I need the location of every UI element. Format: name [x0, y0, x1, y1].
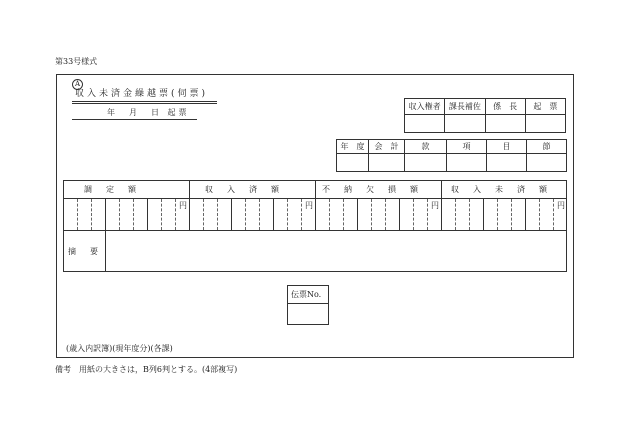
form-title: 収入未済金繰越票(伺票): [75, 89, 209, 99]
summary-input[interactable]: [106, 231, 566, 271]
classification-cell[interactable]: [405, 154, 447, 172]
classification-cell[interactable]: [447, 154, 487, 172]
classification-header: 目: [487, 140, 527, 154]
approval-stamp-cell[interactable]: [405, 115, 445, 133]
approval-stamp-cell[interactable]: [525, 115, 565, 133]
classification-header: 項: [447, 140, 487, 154]
approval-header: 課長補佐: [445, 99, 485, 115]
form-number: 第33号様式: [55, 57, 98, 66]
classification-cell[interactable]: [369, 154, 405, 172]
note-text: 備考 用紙の大きさは，B列6判とする。(4部複写): [55, 365, 238, 374]
marker-a: A: [72, 79, 83, 90]
yen-unit: 円: [431, 201, 439, 210]
classification-cell[interactable]: [487, 154, 527, 172]
amount-header-writeoff: 不 納 欠 損 額: [322, 185, 421, 194]
classification-cell[interactable]: [337, 154, 369, 172]
received-amount-input[interactable]: [190, 199, 315, 230]
classification-header: 款: [405, 140, 447, 154]
yen-unit: 円: [179, 201, 187, 210]
approval-table: [404, 98, 566, 133]
title-underline: [72, 101, 217, 102]
classification-cell[interactable]: [527, 154, 567, 172]
voucher-label: 伝票No.: [291, 290, 322, 299]
writeoff-amount-input[interactable]: [316, 199, 441, 230]
assessed-amount-input[interactable]: [64, 199, 189, 230]
date-line: 年 月 日 起票: [107, 108, 190, 117]
yen-unit: 円: [557, 201, 565, 210]
amount-header-assessed: 調 定 額: [84, 185, 139, 194]
amount-header-outstanding: 収 入 未 済 額: [451, 185, 550, 194]
yen-unit: 円: [305, 201, 313, 210]
voucher-number-input[interactable]: [288, 304, 328, 324]
classification-header: 年 度: [337, 140, 369, 154]
approval-stamp-cell[interactable]: [445, 115, 485, 133]
footer-text: (歳入内訳簿)(現年度分)(各課): [66, 344, 173, 353]
classification-table: [336, 139, 567, 172]
outstanding-amount-input[interactable]: [442, 199, 567, 230]
classification-header: 節: [527, 140, 567, 154]
approval-header: 収入権者: [405, 99, 445, 115]
approval-stamp-cell[interactable]: [485, 115, 525, 133]
approval-header: 係 長: [485, 99, 525, 115]
approval-header: 起 票: [525, 99, 565, 115]
amount-header-received: 収 入 済 額: [205, 185, 282, 194]
classification-header: 会 計: [369, 140, 405, 154]
title-underline-2: [72, 103, 217, 104]
date-underline: [72, 119, 197, 120]
summary-label: 摘 要: [68, 247, 101, 256]
